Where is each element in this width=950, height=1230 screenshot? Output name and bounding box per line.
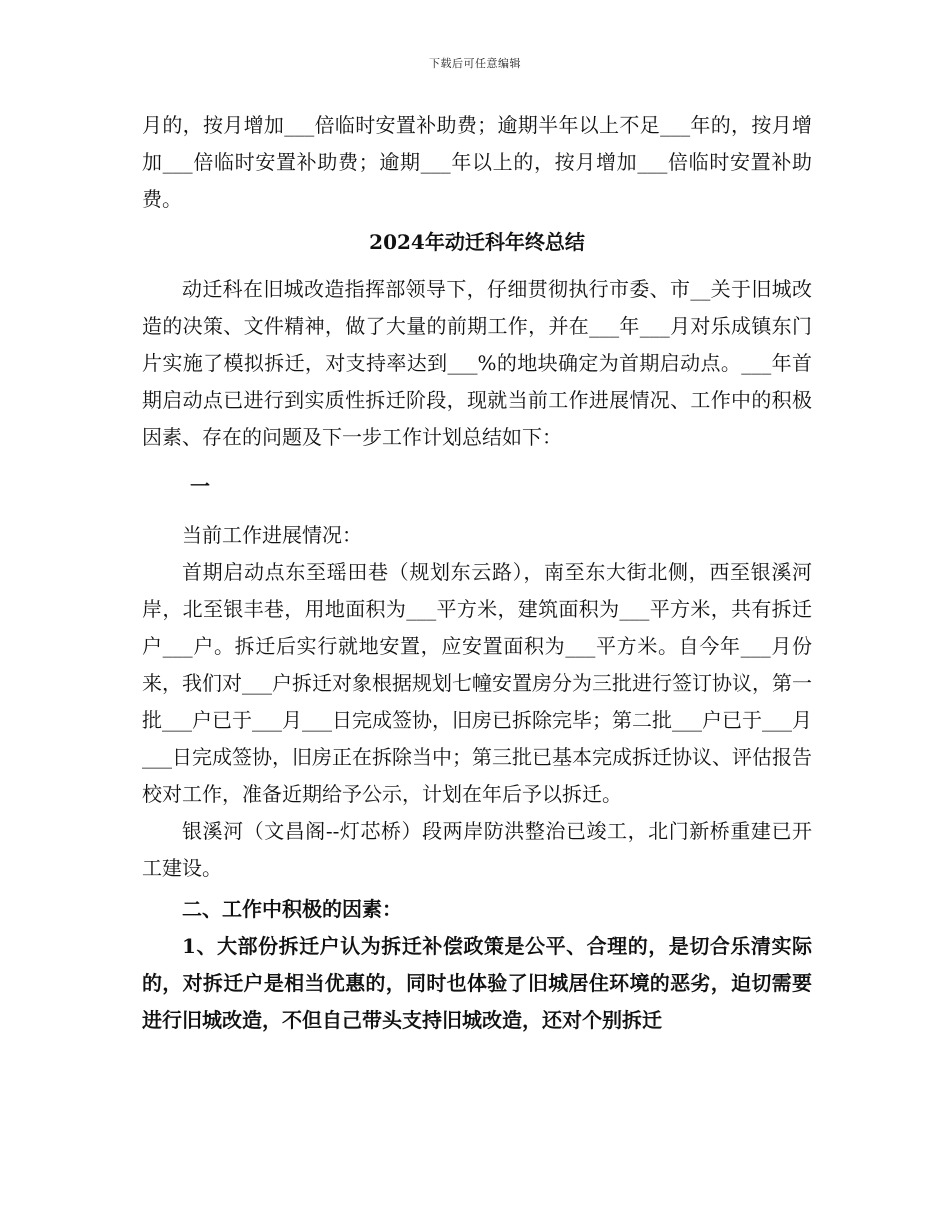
document-title: 2024年动迁科年终总结 — [369, 230, 585, 254]
intro-paragraph: 月的，按月增加___倍临时安置补助费；逾期半年以上不足___年的，按月增加___倍临时安置补助费；逾期___年以上的，按月增加___倍临时安置补助费。 — [142, 113, 812, 211]
section-one-marker: 一 — [190, 474, 210, 498]
page-header: 下载后可任意编辑 — [429, 57, 521, 70]
section-two-heading: 二、工作中积极的因素： — [182, 897, 402, 921]
section-one-heading: 当前工作进展情况： — [182, 523, 362, 547]
section-two-paragraph: 1、大部份拆迁户认为拆迁补偿政策是公平、合理的，是切合乐清实际的，对拆迁户是相当优惠的，同时也体验了旧城居住环境的恶劣，迫切需要进行旧城改造，不但自己带头支持旧城改造，还对个别拆迁 — [142, 934, 812, 1032]
document-body — [142, 107, 812, 1039]
section-one-paragraph: 首期启动点东至瑶田巷（规划东云路），南至东大街北侧，西至银溪河岸，北至银丰巷，用地面积为___平方米，建筑面积为___平方米，共有拆迁户___户。拆迁后实行就地安置，应安置面积为___平方米。自今年___月份来，我们对___户拆迁对象根据规划七幢安置房分为三批进行签订协议，第一批___户已于___月___日完成签协，旧房已拆除完毕；第二批___户已于___月___日完成签协，旧房正在拆除当中；第三批已基本完成拆迁协议、评估报告校对工作，准备近期给予公示，计划在年后予以拆迁。 — [142, 560, 812, 806]
summary-paragraph: 动迁科在旧城改造指挥部领导下，仔细贯彻执行市委、市__关于旧城改造的决策、文件精神，做了大量的前期工作，并在___年___月对乐成镇东门片实施了模拟拆迁，对支持率达到___%的地块确定为首期启动点。___年首期启动点已进行到实质性拆迁阶段，现就当前工作进展情况、工作中的积极因素、存在的问题及下一步工作计划总结如下： — [142, 277, 812, 449]
section-one-paragraph: 银溪河（文昌阁--灯芯桥）段两岸防洪整治已竣工，北门新桥重建已开工建设。 — [142, 819, 812, 880]
